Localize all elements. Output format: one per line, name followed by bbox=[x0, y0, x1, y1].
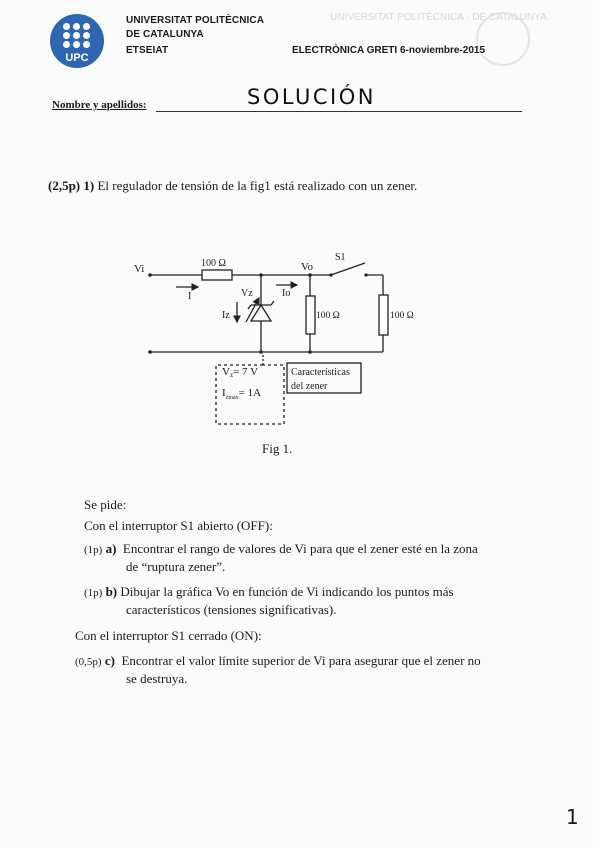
question-b-points: (1p) bbox=[84, 587, 103, 599]
problem-number: 1) bbox=[83, 178, 95, 193]
question-a-text2: de “ruptura zener”. bbox=[126, 559, 226, 574]
label-current-iz: Iz bbox=[222, 310, 230, 321]
question-a-line1 bbox=[84, 541, 478, 557]
zener-characteristics-box bbox=[287, 363, 361, 393]
problem-text: El regulador de tensión de la fig1 está realizado con un zener. bbox=[97, 178, 418, 193]
problem-points: (2,5p) bbox=[48, 178, 81, 193]
name-value: SOLUCIÓN bbox=[247, 85, 376, 109]
label-current-io: Io bbox=[282, 288, 291, 299]
school-name: ETSEIAT bbox=[126, 45, 169, 56]
question-b-text2: característicos (tensiones significativas). bbox=[126, 602, 337, 617]
zener-spec-vz: Vz= 7 V bbox=[222, 366, 259, 379]
page-number: 1 bbox=[566, 805, 579, 829]
box-label-line1: Características bbox=[291, 367, 350, 378]
label-r2: 100 Ω bbox=[316, 311, 340, 321]
question-a-text1: Encontrar el rango de valores de Vi para que el zener esté en la zona bbox=[122, 541, 478, 556]
question-b-line1 bbox=[84, 584, 454, 600]
upc-logo bbox=[50, 14, 104, 68]
bleed-through-logo bbox=[476, 12, 530, 66]
question-c-points: (0,5p) bbox=[75, 656, 102, 668]
label-r3: 100 Ω bbox=[390, 311, 414, 321]
resistor-r1 bbox=[202, 270, 232, 280]
label-vi: Vi bbox=[134, 263, 145, 275]
university-name-line2: DE CATALUNYA bbox=[126, 29, 204, 40]
university-name-line1: UNIVERSITAT POLITÈCNICA bbox=[126, 15, 265, 26]
question-b-label: b) bbox=[105, 584, 118, 599]
label-vz: Vz bbox=[241, 288, 253, 299]
resistor-r2 bbox=[306, 296, 315, 334]
box-label-line2: del zener bbox=[291, 381, 328, 392]
off-heading: Con el interruptor S1 abierto (OFF): bbox=[84, 518, 273, 533]
logo-text: UPC bbox=[65, 52, 89, 64]
bleed-through-header: UNIVERSITAT POLITÈCNICA · DE CATALUNYA bbox=[330, 12, 547, 23]
figure-caption: Fig 1. bbox=[262, 441, 293, 456]
problem-statement bbox=[48, 178, 417, 194]
question-c-label: c) bbox=[104, 653, 115, 668]
switch-s1 bbox=[331, 263, 365, 275]
label-vo: Vo bbox=[301, 261, 314, 273]
resistor-r3 bbox=[379, 295, 388, 335]
on-heading: Con el interruptor S1 cerrado (ON): bbox=[75, 628, 262, 643]
question-b-text1: Dibujar la gráfica Vo en función de Vi indicando los puntos más bbox=[120, 584, 454, 599]
question-c-text1: Encontrar el valor límite superior de Vi para asegurar que el zener no bbox=[121, 653, 481, 668]
zener-spec-imax: $I_{zmax}= 1A$ bbox=[222, 387, 262, 401]
zener-spec-bracket bbox=[216, 365, 284, 424]
question-c-text2: se destruya. bbox=[126, 671, 188, 686]
question-a-points: (1p) bbox=[84, 544, 103, 556]
course-info: ELECTRÒNICA GRETI 6-noviembre-2015 bbox=[292, 45, 486, 56]
question-c-line1 bbox=[75, 653, 481, 669]
zener-diode bbox=[251, 305, 271, 321]
label-r1: 100 Ω bbox=[201, 258, 226, 269]
label-current-i: I bbox=[188, 291, 192, 302]
questions-intro: Se pide: bbox=[84, 497, 127, 512]
name-label: Nombre y apellidos: bbox=[52, 99, 147, 111]
name-underline bbox=[156, 111, 522, 112]
question-a-label: a) bbox=[105, 541, 117, 556]
label-s1: S1 bbox=[335, 252, 346, 263]
